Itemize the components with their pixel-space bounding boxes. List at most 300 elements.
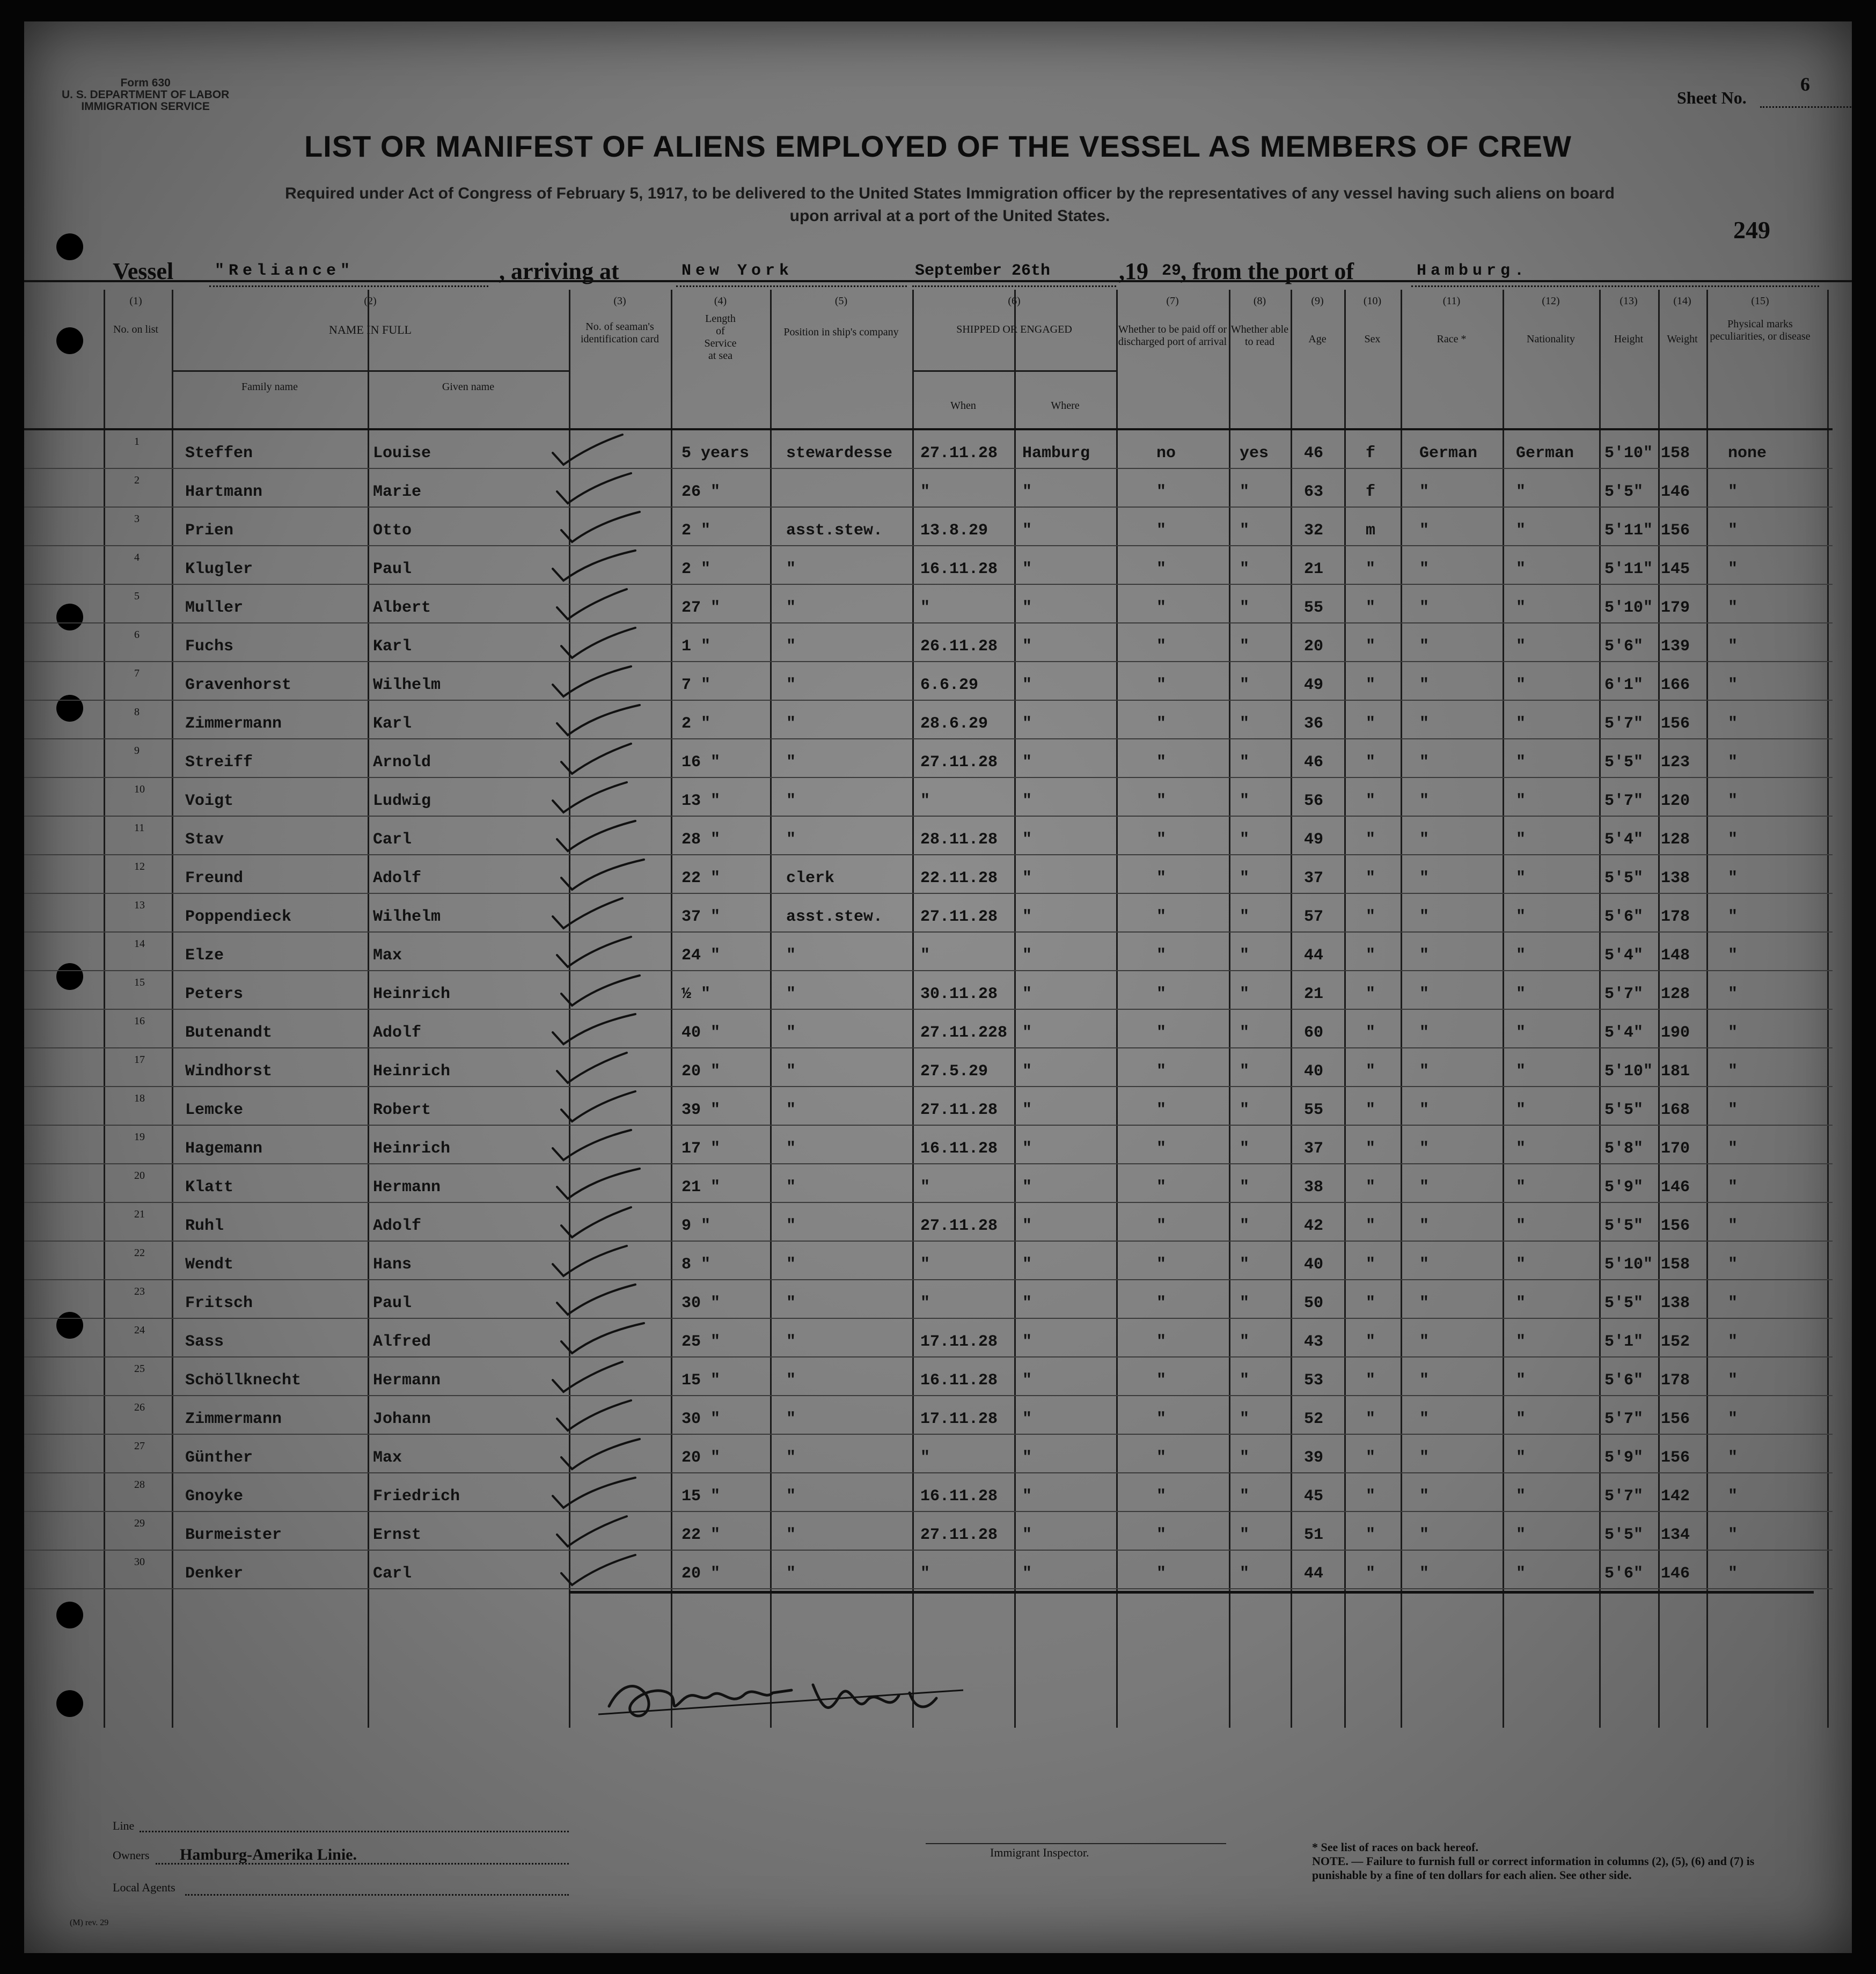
sex-cell: " xyxy=(1366,1371,1376,1390)
shipped-when-cell: " xyxy=(920,792,930,810)
position-cell: " xyxy=(786,1256,796,1274)
length-of-service-cell: 7 " xyxy=(681,676,711,694)
height-cell: 5'4" xyxy=(1604,831,1644,849)
physical-marks-cell: " xyxy=(1728,560,1738,578)
height-cell: 5'10" xyxy=(1604,444,1653,463)
position-cell: asst.stew. xyxy=(786,908,883,926)
race-cell: " xyxy=(1419,676,1430,694)
nationality-cell: " xyxy=(1516,483,1526,501)
check-mark-icon xyxy=(547,1474,639,1512)
row-number: 26 xyxy=(134,1401,145,1413)
race-cell: " xyxy=(1419,869,1430,887)
weight-cell: 156 xyxy=(1661,1449,1690,1467)
sex-cell: " xyxy=(1366,676,1376,694)
col-7-number: (7) xyxy=(1166,295,1179,307)
age-cell: 55 xyxy=(1304,599,1324,617)
weight-cell: 190 xyxy=(1661,1024,1690,1042)
weight-cell: 146 xyxy=(1661,483,1690,501)
able-to-read-cell: yes xyxy=(1240,444,1269,463)
given-name-cell: Karl xyxy=(373,637,412,656)
height-cell: 5'10" xyxy=(1604,599,1653,617)
manifest-sheet xyxy=(24,21,1852,1953)
given-name-cell: Marie xyxy=(373,483,422,501)
row-number: 16 xyxy=(134,1015,145,1027)
able-to-read-cell: " xyxy=(1240,1410,1250,1428)
department-label: U. S. DEPARTMENT OF LABOR xyxy=(62,89,230,101)
able-to-read-cell: " xyxy=(1240,1217,1250,1235)
sex-cell: " xyxy=(1366,1410,1376,1428)
sex-cell: f xyxy=(1366,483,1376,501)
sex-cell: " xyxy=(1366,1062,1376,1081)
sheet-number-value: 6 xyxy=(1800,74,1810,95)
nationality-cell: " xyxy=(1516,1256,1526,1274)
shipped-where-cell: " xyxy=(1022,908,1032,926)
shipped-when-cell: " xyxy=(920,1565,930,1583)
family-name-cell: Denker xyxy=(185,1565,244,1583)
paid-off-cell: " xyxy=(1156,676,1167,694)
height-cell: 5'5" xyxy=(1604,869,1644,887)
given-name-cell: Robert xyxy=(373,1101,431,1119)
col-10-header xyxy=(1344,295,1401,346)
subtitle-line-2: upon arrival at a port of the United States. xyxy=(789,207,1110,225)
position-cell: " xyxy=(786,1565,796,1583)
age-cell: 44 xyxy=(1304,1565,1324,1583)
given-name-cell: Adolf xyxy=(373,1217,422,1235)
height-cell: 5'6" xyxy=(1604,637,1644,656)
able-to-read-cell: " xyxy=(1240,1062,1250,1081)
table-row xyxy=(24,1318,1852,1356)
position-cell: " xyxy=(786,1371,796,1390)
height-cell: 5'6" xyxy=(1604,908,1644,926)
check-mark-icon xyxy=(547,1359,639,1396)
table-row xyxy=(24,893,1852,931)
able-to-read-cell: " xyxy=(1240,1371,1250,1390)
check-mark-icon xyxy=(552,1397,643,1435)
family-name-cell: Steffen xyxy=(185,444,253,463)
check-mark-icon xyxy=(547,1127,639,1164)
age-cell: 21 xyxy=(1304,985,1324,1003)
given-name-header: Given name xyxy=(442,381,495,393)
shipped-when-cell: 17.11.28 xyxy=(920,1333,998,1351)
physical-marks-cell: " xyxy=(1728,753,1738,772)
able-to-read-cell: " xyxy=(1240,1024,1250,1042)
weight-cell: 168 xyxy=(1661,1101,1690,1119)
race-cell: " xyxy=(1419,1062,1430,1081)
length-of-service-cell: 39 " xyxy=(681,1101,721,1119)
family-name-cell: Ruhl xyxy=(185,1217,224,1235)
weight-cell: 158 xyxy=(1661,444,1690,463)
paid-off-cell: " xyxy=(1156,1178,1167,1197)
able-to-read-cell: " xyxy=(1240,946,1250,965)
line-underline xyxy=(140,1831,569,1832)
nationality-cell: " xyxy=(1516,1062,1526,1081)
shipped-when-cell: 27.11.228 xyxy=(920,1024,1008,1042)
check-mark-icon xyxy=(556,509,647,546)
length-of-service-cell: 27 " xyxy=(681,599,721,617)
physical-marks-cell: " xyxy=(1728,1101,1738,1119)
col-5-header xyxy=(770,295,912,339)
from-port: Hamburg. xyxy=(1417,262,1529,280)
sex-cell: " xyxy=(1366,1101,1376,1119)
family-name-cell: Lemcke xyxy=(185,1101,244,1119)
age-cell: 50 xyxy=(1304,1294,1324,1312)
weight-cell: 152 xyxy=(1661,1333,1690,1351)
paid-off-cell: " xyxy=(1156,1256,1167,1274)
able-to-read-cell: " xyxy=(1240,560,1250,578)
weight-cell: 166 xyxy=(1661,676,1690,694)
sex-cell: " xyxy=(1366,753,1376,772)
col-6-number: (6) xyxy=(1008,295,1021,307)
table-row xyxy=(24,1279,1852,1318)
shipped-when-cell: " xyxy=(920,483,930,501)
position-cell: " xyxy=(786,599,796,617)
col-1-number: (1) xyxy=(129,295,142,307)
row-number: 3 xyxy=(134,513,140,525)
race-cell: " xyxy=(1419,1565,1430,1583)
table-row xyxy=(24,1356,1852,1395)
age-cell: 60 xyxy=(1304,1024,1324,1042)
length-of-service-cell: 2 " xyxy=(681,560,711,578)
row-rule xyxy=(24,1588,1833,1589)
given-name-cell: Ernst xyxy=(373,1526,422,1544)
paid-off-cell: " xyxy=(1156,908,1167,926)
position-cell: asst.stew. xyxy=(786,522,883,540)
table-row xyxy=(24,1511,1852,1550)
race-cell: " xyxy=(1419,1371,1430,1390)
table-row xyxy=(24,1009,1852,1047)
nationality-cell: " xyxy=(1516,1140,1526,1158)
row-number: 20 xyxy=(134,1170,145,1182)
nationality-cell: " xyxy=(1516,1024,1526,1042)
race-cell: " xyxy=(1419,637,1430,656)
col-12-header xyxy=(1503,295,1599,346)
nationality-cell: " xyxy=(1516,637,1526,656)
nationality-cell: " xyxy=(1516,1371,1526,1390)
from-port-label: , from the port of xyxy=(1181,258,1354,284)
col-9-header xyxy=(1291,295,1344,346)
col-7-header xyxy=(1116,295,1229,348)
table-row xyxy=(24,1550,1852,1588)
height-cell: 5'4" xyxy=(1604,946,1644,965)
sex-cell: " xyxy=(1366,1487,1376,1506)
shipped-where-cell: " xyxy=(1022,560,1032,578)
col-1-label: No. on list xyxy=(113,324,158,335)
paid-off-cell: " xyxy=(1156,1217,1167,1235)
age-cell: 37 xyxy=(1304,1140,1324,1158)
weight-cell: 128 xyxy=(1661,831,1690,849)
given-name-cell: Adolf xyxy=(373,1024,422,1042)
nationality-cell: " xyxy=(1516,1294,1526,1312)
nationality-cell: " xyxy=(1516,1565,1526,1583)
check-mark-icon xyxy=(547,1011,639,1048)
height-cell: 5'5" xyxy=(1604,1526,1644,1544)
physical-marks-cell: " xyxy=(1728,1294,1738,1312)
paid-off-cell: " xyxy=(1156,869,1167,887)
weight-cell: 158 xyxy=(1661,1256,1690,1274)
race-cell: " xyxy=(1419,599,1430,617)
col-3-label: No. of seaman's identification card xyxy=(580,321,659,345)
family-name-cell: Fuchs xyxy=(185,637,234,656)
length-of-service-cell: 2 " xyxy=(681,522,711,540)
shipped-where-cell: " xyxy=(1022,1526,1032,1544)
age-cell: 38 xyxy=(1304,1178,1324,1197)
nationality-cell: German xyxy=(1516,444,1574,463)
sex-cell: " xyxy=(1366,1217,1376,1235)
shipped-when-cell: 16.11.28 xyxy=(920,1140,998,1158)
paid-off-cell: " xyxy=(1156,1333,1167,1351)
able-to-read-cell: " xyxy=(1240,637,1250,656)
sheet-number-label: Sheet No. xyxy=(1677,88,1747,107)
shipped-when-cell: 6.6.29 xyxy=(920,676,979,694)
shipped-when-cell: 27.5.29 xyxy=(920,1062,988,1081)
family-name-cell: Windhorst xyxy=(185,1062,273,1081)
length-of-service-cell: 24 " xyxy=(681,946,721,965)
physical-marks-cell: none xyxy=(1728,444,1767,463)
check-mark-icon xyxy=(556,740,647,778)
shipped-where-cell: " xyxy=(1022,1371,1032,1390)
shipped-when-cell: " xyxy=(920,1178,930,1197)
weight-cell: 156 xyxy=(1661,1410,1690,1428)
col-8-header xyxy=(1229,295,1291,348)
position-cell: " xyxy=(786,985,796,1003)
shipped-when-cell: 27.11.28 xyxy=(920,444,998,463)
shipped-where-cell: " xyxy=(1022,1294,1032,1312)
shipped-where-cell: " xyxy=(1022,1140,1032,1158)
table-row xyxy=(24,1047,1852,1086)
sex-cell: " xyxy=(1366,792,1376,810)
able-to-read-cell: " xyxy=(1240,1101,1250,1119)
length-of-service-cell: 37 " xyxy=(681,908,721,926)
check-mark-icon xyxy=(552,1281,643,1319)
sex-cell: " xyxy=(1366,869,1376,887)
height-cell: 5'6" xyxy=(1604,1565,1644,1583)
physical-marks-cell: " xyxy=(1728,1217,1738,1235)
owners-label: Owners xyxy=(113,1848,150,1862)
col-13-header xyxy=(1599,295,1658,346)
able-to-read-cell: " xyxy=(1240,1526,1250,1544)
age-cell: 36 xyxy=(1304,715,1324,733)
given-name-cell: Paul xyxy=(373,1294,412,1312)
age-cell: 43 xyxy=(1304,1333,1324,1351)
paid-off-cell: " xyxy=(1156,1371,1167,1390)
family-name-cell: Gravenhorst xyxy=(185,676,292,694)
length-of-service-cell: 20 " xyxy=(681,1062,721,1081)
able-to-read-cell: " xyxy=(1240,715,1250,733)
weight-cell: 170 xyxy=(1661,1140,1690,1158)
col-10-number: (10) xyxy=(1363,295,1382,307)
family-name-cell: Zimmermann xyxy=(185,715,282,733)
race-cell: " xyxy=(1419,985,1430,1003)
weight-cell: 156 xyxy=(1661,715,1690,733)
shipped-when-cell: 27.11.28 xyxy=(920,1217,998,1235)
race-cell: " xyxy=(1419,483,1430,501)
vessel-name: "Reliance" xyxy=(215,262,355,280)
nationality-cell: " xyxy=(1516,985,1526,1003)
check-mark-icon xyxy=(556,856,647,894)
able-to-read-cell: " xyxy=(1240,676,1250,694)
service-label: IMMIGRATION SERVICE xyxy=(81,100,210,113)
check-mark-icon xyxy=(547,663,639,701)
physical-marks-cell: " xyxy=(1728,1062,1738,1081)
age-cell: 21 xyxy=(1304,560,1324,578)
inspector-label: Immigrant Inspector. xyxy=(990,1846,1089,1859)
col-13-label: Height xyxy=(1614,333,1644,345)
paid-off-cell: " xyxy=(1156,483,1167,501)
row-number: 11 xyxy=(134,822,145,834)
given-name-cell: Heinrich xyxy=(373,985,451,1003)
length-of-service-cell: 30 " xyxy=(681,1410,721,1428)
given-name-cell: Heinrich xyxy=(373,1062,451,1081)
race-cell: " xyxy=(1419,1178,1430,1197)
sex-cell: m xyxy=(1366,522,1376,540)
physical-marks-cell: " xyxy=(1728,869,1738,887)
paid-off-cell: " xyxy=(1156,792,1167,810)
nationality-cell: " xyxy=(1516,715,1526,733)
shipped-when-cell: 30.11.28 xyxy=(920,985,998,1003)
shipped-where-cell: " xyxy=(1022,1178,1032,1197)
physical-marks-cell: " xyxy=(1728,985,1738,1003)
family-name-cell: Butenandt xyxy=(185,1024,273,1042)
row-number: 17 xyxy=(134,1054,145,1066)
age-cell: 51 xyxy=(1304,1526,1324,1544)
race-cell: " xyxy=(1419,1294,1430,1312)
col-15-header xyxy=(1706,295,1814,343)
weight-cell: 179 xyxy=(1661,599,1690,617)
position-cell: " xyxy=(786,1178,796,1197)
shipped-when-cell: 28.6.29 xyxy=(920,715,988,733)
physical-marks-cell: " xyxy=(1728,599,1738,617)
able-to-read-cell: " xyxy=(1240,522,1250,540)
row-number: 25 xyxy=(134,1363,145,1375)
table-row xyxy=(24,1395,1852,1434)
col-2-number: (2) xyxy=(364,295,377,307)
table-row xyxy=(24,661,1852,700)
weight-cell: 123 xyxy=(1661,753,1690,772)
col-11-number: (11) xyxy=(1442,295,1461,307)
race-cell: " xyxy=(1419,792,1430,810)
age-cell: 55 xyxy=(1304,1101,1324,1119)
race-cell: " xyxy=(1419,1256,1430,1274)
family-name-cell: Prien xyxy=(185,522,234,540)
paid-off-cell: " xyxy=(1156,1101,1167,1119)
shipped-where-cell: " xyxy=(1022,1101,1032,1119)
family-name-cell: Sass xyxy=(185,1333,224,1351)
nationality-cell: " xyxy=(1516,869,1526,887)
nationality-cell: " xyxy=(1516,1449,1526,1467)
stamp-number: 249 xyxy=(1733,216,1770,244)
family-name-cell: Burmeister xyxy=(185,1526,282,1544)
paid-off-cell: " xyxy=(1156,1410,1167,1428)
height-cell: 5'9" xyxy=(1604,1178,1644,1197)
nationality-cell: " xyxy=(1516,1526,1526,1544)
table-row xyxy=(24,1125,1852,1163)
race-cell: " xyxy=(1419,1101,1430,1119)
row-number: 28 xyxy=(134,1479,145,1491)
age-cell: 45 xyxy=(1304,1487,1324,1506)
shipped-when-cell: 17.11.28 xyxy=(920,1410,998,1428)
local-agents-label: Local Agents xyxy=(113,1881,175,1894)
penalty-note: NOTE. — Failure to furnish full or correct information in columns (2), (5), (6) and (7) is punishable by a fine of ten dollars for each alien. See other side. xyxy=(1312,1854,1755,1882)
position-cell: " xyxy=(786,676,796,694)
shipped-where-cell: " xyxy=(1022,869,1032,887)
able-to-read-cell: " xyxy=(1240,599,1250,617)
length-of-service-cell: 22 " xyxy=(681,1526,721,1544)
paid-off-cell: " xyxy=(1156,1024,1167,1042)
length-of-service-cell: 22 " xyxy=(681,869,721,887)
year-prefix: ,19 xyxy=(1119,258,1148,284)
paid-off-cell: " xyxy=(1156,1487,1167,1506)
age-cell: 32 xyxy=(1304,522,1324,540)
row-number: 14 xyxy=(134,938,145,950)
race-cell: German xyxy=(1419,444,1478,463)
race-cell: " xyxy=(1419,560,1430,578)
physical-marks-cell: " xyxy=(1728,831,1738,849)
nationality-cell: " xyxy=(1516,831,1526,849)
age-cell: 39 xyxy=(1304,1449,1324,1467)
table-row xyxy=(24,1472,1852,1511)
given-name-cell: Wilhelm xyxy=(373,676,441,694)
paid-off-cell: " xyxy=(1156,831,1167,849)
shipped-where-cell: " xyxy=(1022,522,1032,540)
sex-cell: " xyxy=(1366,1140,1376,1158)
able-to-read-cell: " xyxy=(1240,908,1250,926)
paid-off-cell: " xyxy=(1156,985,1167,1003)
check-mark-icon xyxy=(547,431,639,469)
race-cell: " xyxy=(1419,1526,1430,1544)
physical-marks-cell: " xyxy=(1728,522,1738,540)
age-cell: 40 xyxy=(1304,1256,1324,1274)
row-number: 18 xyxy=(134,1092,145,1104)
table-row xyxy=(24,777,1852,816)
col-5-label: Position in ship's company xyxy=(783,326,899,338)
col-12-label: Nationality xyxy=(1527,333,1575,345)
row-number: 13 xyxy=(134,899,145,911)
col-11-header xyxy=(1401,295,1503,346)
given-name-cell: Karl xyxy=(373,715,412,733)
weight-cell: 156 xyxy=(1661,522,1690,540)
shipped-when-cell: " xyxy=(920,599,930,617)
age-cell: 42 xyxy=(1304,1217,1324,1235)
nationality-cell: " xyxy=(1516,1333,1526,1351)
sex-cell: " xyxy=(1366,1178,1376,1197)
row-number: 4 xyxy=(134,552,140,563)
nationality-cell: " xyxy=(1516,676,1526,694)
height-cell: 5'5" xyxy=(1604,1101,1644,1119)
given-name-cell: Johann xyxy=(373,1410,431,1428)
race-cell: " xyxy=(1419,522,1430,540)
length-of-service-cell: 13 " xyxy=(681,792,721,810)
table-row xyxy=(24,1086,1852,1125)
shipped-where-cell: " xyxy=(1022,599,1032,617)
weight-cell: 146 xyxy=(1661,1178,1690,1197)
line-label: Line xyxy=(113,1819,135,1832)
sex-cell: " xyxy=(1366,637,1376,656)
physical-marks-cell: " xyxy=(1728,1333,1738,1351)
col-14-number: (14) xyxy=(1673,295,1691,307)
arriving-label: , arriving at xyxy=(499,258,619,284)
height-cell: 5'10" xyxy=(1604,1062,1653,1081)
weight-cell: 181 xyxy=(1661,1062,1690,1081)
height-cell: 5'11" xyxy=(1604,560,1653,578)
weight-cell: 134 xyxy=(1661,1526,1690,1544)
shipped-when-cell: 26.11.28 xyxy=(920,637,998,656)
length-of-service-cell: 16 " xyxy=(681,753,721,772)
shipped-where-cell: " xyxy=(1022,1062,1032,1081)
row-number: 24 xyxy=(134,1324,145,1336)
length-of-service-cell: ½ " xyxy=(681,985,711,1003)
given-name-cell: Carl xyxy=(373,1565,412,1583)
paid-off-cell: " xyxy=(1156,1526,1167,1544)
